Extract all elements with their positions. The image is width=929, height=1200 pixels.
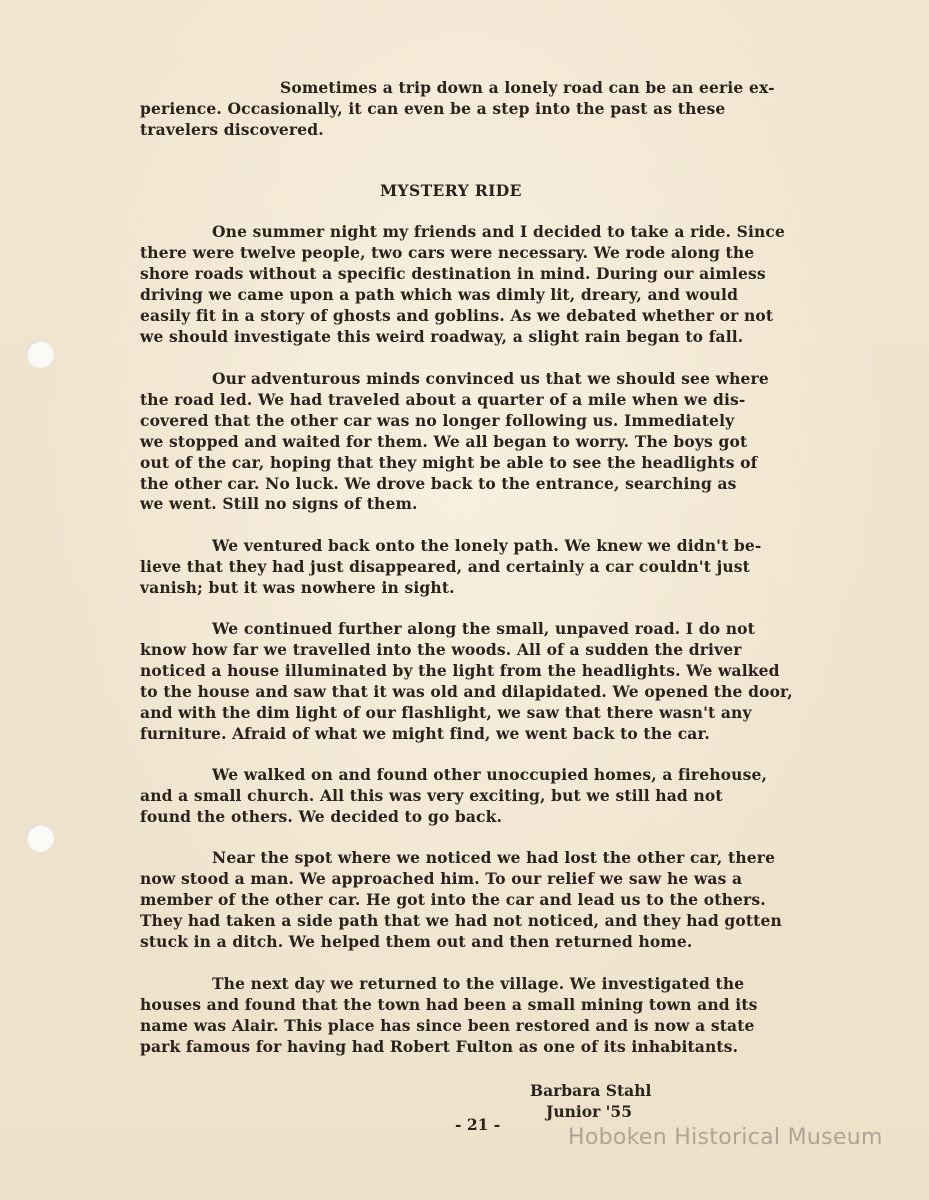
text-line: driving we came upon a path which was dimly lit, dreary, and would — [140, 284, 739, 304]
binder-hole-top — [26, 340, 54, 368]
text-line: we went. Still no signs of them. — [140, 494, 418, 514]
text-line: found the others. We decided to go back. — [140, 806, 503, 826]
story-title: MYSTERY RIDE — [380, 181, 522, 200]
story-paragraph — [140, 765, 830, 828]
text-line: Near the spot where we noticed we had lost the other car, there — [212, 848, 776, 867]
text-line: Sometimes a trip down a lonely road can be an eerie ex- — [280, 78, 775, 97]
text-line: noticed a house illuminated by the light from the headlights. We walked — [140, 660, 780, 680]
text-line: member of the other car. He got into the car and lead us to the others. — [140, 889, 766, 909]
text-line: houses and found that the town had been a small mining town and its — [140, 994, 758, 1014]
text-line: We ventured back onto the lonely path. We knew we didn't be- — [212, 536, 762, 555]
text-line: furniture. Afraid of what we might find, we went back to the car. — [140, 723, 710, 743]
text-line: the other car. No luck. We drove back to the entrance, searching as — [140, 473, 737, 493]
text-line: and with the dim light of our flashlight, we saw that there wasn't any — [140, 702, 752, 722]
text-line: know how far we travelled into the woods. All of a sudden the driver — [140, 639, 742, 659]
text-line: now stood a man. We approached him. To our relief we saw he was a — [140, 868, 743, 888]
author-class: Junior '55 — [546, 1102, 632, 1121]
text-line: there were twelve people, two cars were necessary. We rode along the — [140, 242, 755, 262]
text-line: We continued further along the small, unpaved road. I do not — [212, 619, 755, 638]
text-line: park famous for having had Robert Fulton as one of its inhabitants. — [140, 1036, 739, 1056]
text-line: shore roads without a specific destination in mind. During our aimless — [140, 263, 766, 283]
text-line: They had taken a side path that we had not noticed, and they had gotten — [140, 910, 782, 930]
author-signature — [530, 1080, 651, 1122]
story-paragraph — [140, 536, 830, 599]
text-line: name was Alair. This place has since been restored and is now a state — [140, 1015, 755, 1035]
text-line: One summer night my friends and I decided to take a ride. Since — [212, 222, 786, 241]
museum-watermark: Hoboken Historical Museum — [568, 1125, 883, 1150]
text-line: to the house and saw that it was old and dilapidated. We opened the door, — [140, 681, 793, 701]
text-line: stuck in a ditch. We helped them out and then returned home. — [140, 931, 693, 951]
text-line: easily fit in a story of ghosts and goblins. As we debated whether or not — [140, 305, 774, 325]
text-line: vanish; but it was nowhere in sight. — [140, 577, 455, 597]
text-line: lieve that they had just disappeared, and certainly a car couldn't just — [140, 556, 750, 576]
text-line: perience. Occasionally, it can even be a step into the past as these — [140, 98, 726, 118]
text-line: The next day we returned to the village. We investigated the — [212, 974, 745, 993]
story-paragraph — [140, 619, 830, 744]
intro-paragraph — [140, 78, 830, 141]
text-line: out of the car, hoping that they might be able to see the headlights of — [140, 452, 758, 472]
text-line: Our adventurous minds convinced us that we should see where — [212, 369, 769, 388]
text-line: we stopped and waited for them. We all began to worry. The boys got — [140, 431, 748, 451]
text-line: We walked on and found other unoccupied homes, a firehouse, — [212, 765, 767, 784]
story-paragraph — [140, 848, 830, 953]
author-name: Barbara Stahl — [530, 1081, 652, 1100]
text-line: and a small church. All this was very exciting, but we still had not — [140, 785, 723, 805]
text-line: we should investigate this weird roadway, a slight rain began to fall. — [140, 326, 744, 346]
story-paragraph — [140, 369, 830, 515]
story-paragraph — [140, 974, 830, 1058]
binder-hole-bottom — [26, 824, 54, 852]
text-line: covered that the other car was no longer following us. Immediately — [140, 410, 735, 430]
text-line: travelers discovered. — [140, 119, 324, 139]
story-paragraph — [140, 222, 830, 347]
text-line: the road led. We had traveled about a quarter of a mile when we dis- — [140, 389, 746, 409]
page-number: - 21 - — [455, 1115, 501, 1134]
